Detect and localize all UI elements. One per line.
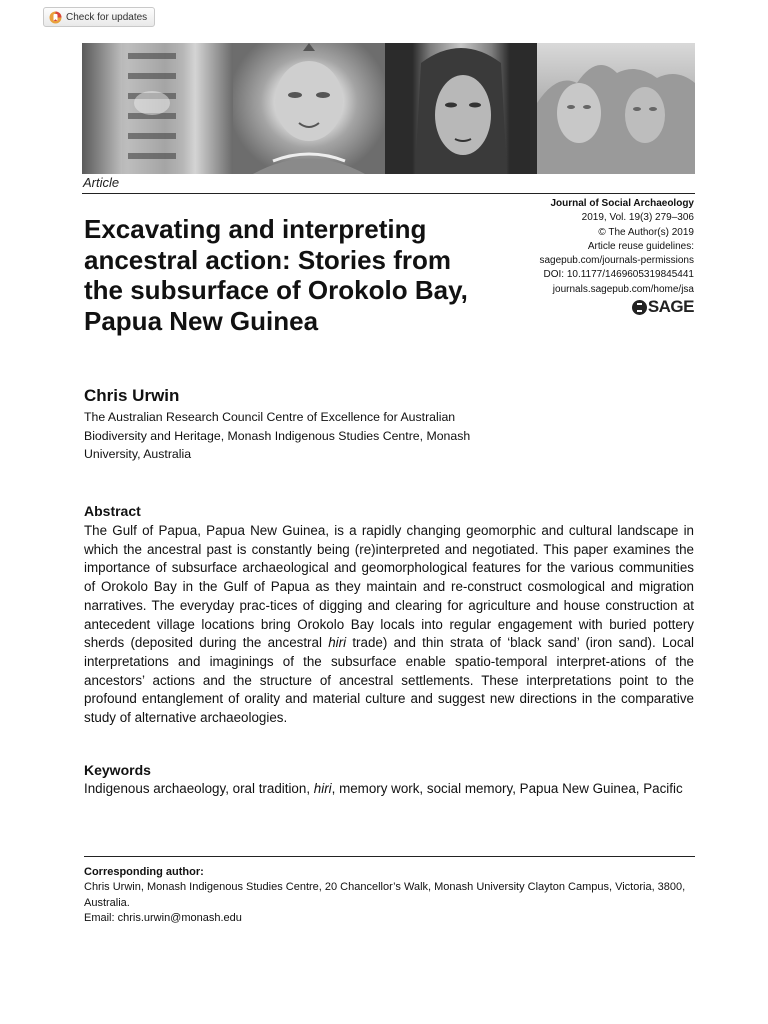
abstract-text-italic: hiri xyxy=(328,635,347,651)
keywords-text xyxy=(84,780,694,799)
keywords-part1: Indigenous archaeology, oral tradition, xyxy=(84,781,314,796)
journal-meta xyxy=(539,197,694,297)
sage-logo-text: SAGE xyxy=(647,297,694,316)
check-for-updates-button[interactable] xyxy=(43,7,155,27)
journal-volume: 2019, Vol. 19(3) 279–306 xyxy=(581,212,694,224)
sage-logo-icon xyxy=(632,300,647,315)
copyright-notice: © The Author(s) 2019 xyxy=(598,226,694,238)
reuse-guidelines-link[interactable]: sagepub.com/journals-permissions xyxy=(539,255,694,267)
corresponding-author-details xyxy=(84,880,696,927)
corresponding-author-heading: Corresponding author: xyxy=(84,866,204,878)
corresponding-email[interactable]: Email: chris.urwin@monash.edu xyxy=(84,912,242,924)
abstract-text-part2: trade) and thin strata of ‘black sand’ (iron sand). Local interpretations and imaginings of the subsurface enable spatio-temporal interpret-ations of the ancestors’ actions and the structure of ancestral settlements. These interpretations point to the profound entanglement of orality and material culture and suggest new directions in the comparative study of alternative archaeologies. xyxy=(84,635,694,726)
keywords-heading: Keywords xyxy=(84,762,151,778)
abstract-text-part1: The Gulf of Papua, Papua New Guinea, is a rapidly changing geomorphic and cultural landscape in which the ancestral past is constantly being (re)interpreted and negotiated. This paper examines the importance of subsurface archaeological and geomorphological features for the various communities of Orokolo Bay in the Gulf of Papua as they maintain and re-construct cosmological and migration narratives. The everyday prac-tices of digging and clearing for agriculture and house construction at antecedent village locations bring Orokolo Bay locals into regular engagement with buried pottery sherds (deposited during the ancestral xyxy=(84,523,694,651)
abstract-heading: Abstract xyxy=(84,503,141,519)
author-name: Chris Urwin xyxy=(84,386,180,405)
sage-logo xyxy=(632,297,694,317)
totem-pole-image xyxy=(82,43,233,174)
mount-rushmore-image xyxy=(537,43,695,174)
doi-link[interactable]: DOI: 10.1177/1469605319845441 xyxy=(543,269,694,281)
journal-home-link[interactable]: journals.sagepub.com/home/jsa xyxy=(552,283,694,295)
stone-deity-image xyxy=(233,43,385,174)
author-affiliation: The Australian Research Council Centre of Excellence for Australian Biodiversity and Heritage, Monash Indigenous Studies Centre, Monash University, Australia xyxy=(84,410,471,461)
keywords-italic: hiri xyxy=(313,781,332,796)
abstract-text xyxy=(84,522,694,728)
corresponding-address: Chris Urwin, Monash Indigenous Studies Centre, 20 Chancellor’s Walk, Monash University Clayton Campus, Victoria, 3800, Australia. xyxy=(84,881,686,909)
crossmark-icon xyxy=(49,11,62,24)
journal-banner xyxy=(82,43,695,174)
egyptian-statue-image xyxy=(385,43,537,174)
article-type-label: Article xyxy=(83,175,120,190)
journal-name: Journal of Social Archaeology xyxy=(550,198,694,209)
paper-title: Excavating and interpreting ancestral action: Stories from the subsurface of Orokolo Bay, Papua New Guinea xyxy=(84,214,468,336)
reuse-guidelines-label: Article reuse guidelines: xyxy=(587,240,694,252)
check-for-updates-label: Check for updates xyxy=(66,11,148,23)
header-divider xyxy=(82,193,695,194)
keywords-part2: , memory work, social memory, Papua New Guinea, Pacific xyxy=(331,781,683,796)
footnote-divider xyxy=(84,856,695,857)
